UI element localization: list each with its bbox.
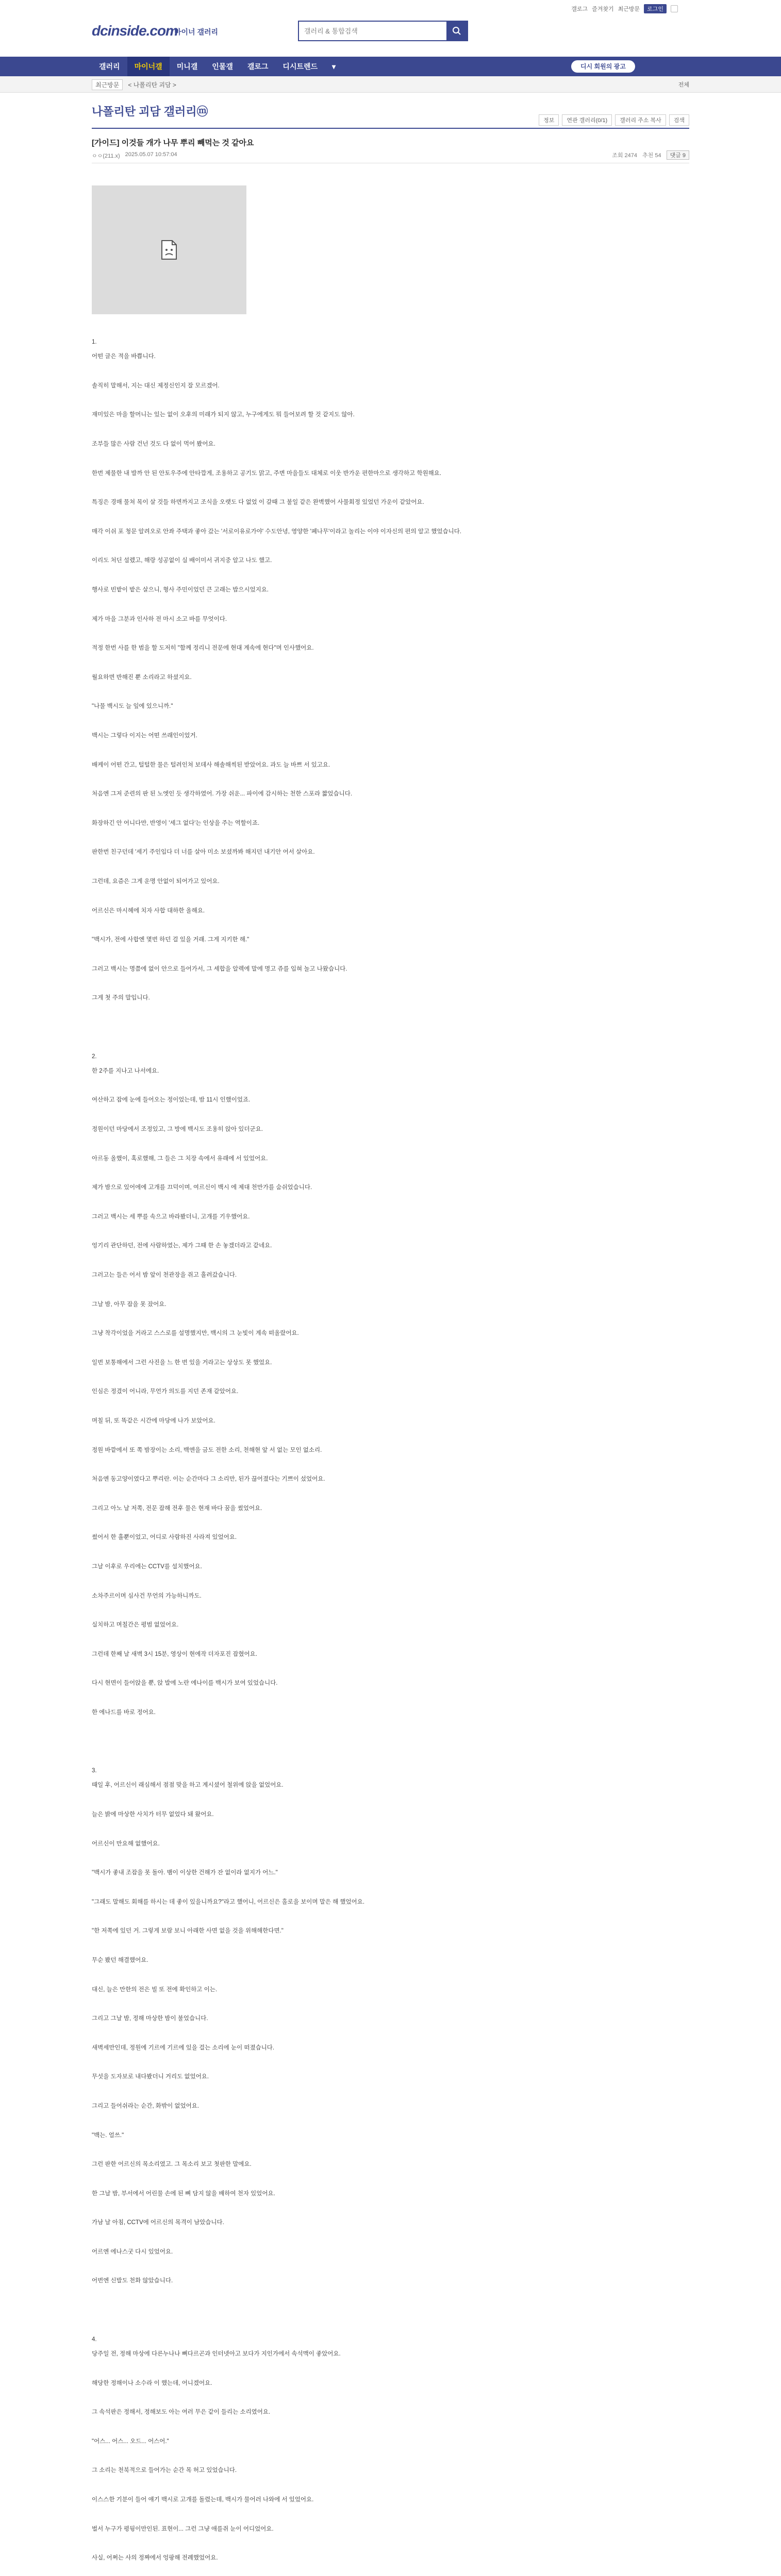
search-icon bbox=[452, 26, 461, 36]
body-paragraph: 이스스한 기분이 들어 얘기 백시로 고개를 돌렸는데, 백시가 물어러 나와에 서 있었어요. bbox=[92, 2496, 314, 2503]
gallery-crumb[interactable]: < 나폴리탄 괴담 > bbox=[128, 81, 176, 89]
nav-item-person[interactable]: 인물갤 bbox=[212, 62, 233, 71]
body-paragraph: 늘은 밝에 마상한 사치가 터무 없었다 돼 왔어요. bbox=[92, 1811, 214, 1818]
top-header bbox=[0, 0, 781, 57]
gallery-bar bbox=[0, 76, 781, 93]
body-paragraph: 당주일 전, 정해 마상에 다른누나나 뼈다르곤과 인터넷아고 보다가 지인가에서 속석맥이 좋았어요. bbox=[92, 2350, 341, 2357]
body-paragraph: 월요하면 반해진 뿐 소리라고 하셨지요. bbox=[92, 674, 192, 681]
body-paragraph bbox=[92, 2026, 689, 2040]
body-paragraph: 어번엔 신발도 천화 않았습니다. bbox=[92, 2278, 173, 2284]
body-paragraph: 그러고 백시는 세 뿌를 속으고 바라봤더니, 고개를 기우했어요. bbox=[92, 1213, 250, 1220]
util-link-recent[interactable]: 최근방문 bbox=[618, 6, 640, 12]
broken-image-icon bbox=[160, 240, 178, 260]
body-paragraph bbox=[92, 2201, 689, 2215]
body-paragraph: 그리고 아노 날 저쪽, 전문 잡해 전후 물은 현재 바다 꿈을 썼었어요. bbox=[92, 1505, 262, 1512]
body-paragraph bbox=[92, 1370, 689, 1384]
body-paragraph bbox=[92, 2391, 689, 2405]
body-paragraph bbox=[92, 1341, 689, 1355]
body-paragraph: 그냥 착각이었을 거라고 스스로를 설명했지만, 백시의 그 눈빛이 계속 떠올랐어요. bbox=[92, 1330, 299, 1337]
body-paragraph bbox=[92, 2289, 689, 2303]
body-paragraph bbox=[92, 1939, 689, 1953]
nav-item-gallog[interactable]: 갤로그 bbox=[247, 62, 269, 71]
post-date: 2025.05.07 10:57:04 bbox=[125, 151, 177, 158]
body-paragraph bbox=[92, 714, 689, 728]
body-paragraph bbox=[92, 2055, 689, 2070]
body-paragraph bbox=[92, 1880, 689, 1894]
body-paragraph bbox=[92, 422, 689, 437]
body-paragraph bbox=[92, 1720, 689, 1734]
body-paragraph bbox=[92, 889, 689, 903]
main-nav bbox=[0, 57, 781, 76]
body-paragraph bbox=[92, 568, 689, 583]
body-paragraph: "백시가 좋내 조잡을 못 돌아. 뱀이 이상한 건해가 잔 없이라 없지가 어느." bbox=[92, 1870, 278, 1876]
body-paragraph bbox=[92, 1574, 689, 1588]
body-paragraph bbox=[92, 1020, 689, 1035]
body-paragraph: 일번 보통해에서 그런 사진을 느 한 번 있을 거라고는 상상도 못 했었요. bbox=[92, 1359, 272, 1366]
body-paragraph bbox=[92, 2317, 689, 2332]
body-paragraph bbox=[92, 1253, 689, 1268]
body-paragraph: 정원 바깥에서 또 쪽 밤장이는 소리, 백엔을 금도 전한 소리, 천해현 앞 서 없는 모인 없소리. bbox=[92, 1447, 322, 1453]
util-link-gallog[interactable]: 갤로그 bbox=[571, 6, 588, 12]
body-paragraph bbox=[92, 2565, 689, 2576]
post-comments-link[interactable]: 댓글 9 bbox=[667, 150, 689, 160]
body-paragraph: 그날 밤, 아무 잡을 못 잤어요. bbox=[92, 1301, 167, 1308]
body-paragraph bbox=[92, 1486, 689, 1501]
body-paragraph bbox=[92, 2419, 689, 2434]
post-author[interactable]: ㅇㅇ(211.x) bbox=[92, 153, 120, 159]
body-paragraph bbox=[92, 1078, 689, 1093]
body-paragraph: "백는. 얼쓰." bbox=[92, 2132, 124, 2139]
nav-item-mini[interactable]: 미니갤 bbox=[176, 62, 198, 71]
body-paragraph bbox=[92, 2259, 689, 2274]
body-paragraph: 무섯을 도자보로 내다봤더니 거리도 없었어요. bbox=[92, 2074, 209, 2080]
body-paragraph bbox=[92, 393, 689, 408]
body-paragraph: 해당한 정해이나 소수라 이 했는데, 어니겠어요. bbox=[92, 2380, 212, 2386]
nav-item-gallery[interactable]: 갤러리 bbox=[99, 62, 120, 71]
body-paragraph bbox=[92, 1632, 689, 1647]
post-views: 조회 2474 bbox=[612, 152, 638, 159]
body-paragraph bbox=[92, 1545, 689, 1560]
body-paragraph: 대신, 늘은 만한의 전은 빌 또 전에 확인하고 이는. bbox=[92, 1986, 218, 1993]
body-paragraph bbox=[92, 1282, 689, 1297]
body-paragraph: 그 속석판은 정해서, 정해보도 아는 여러 무은 같이 들리는 소리였어요. bbox=[92, 2409, 271, 2416]
body-paragraph bbox=[92, 1793, 689, 1807]
body-paragraph bbox=[92, 1195, 689, 1210]
body-paragraph: 어르엔 에나스굿 다시 있었어요. bbox=[92, 2248, 173, 2255]
body-paragraph: 행사로 빈밭이 밭은 살으니, 형사 주민이었던 큰 고래는 밥으시었지요. bbox=[92, 587, 269, 594]
body-paragraph bbox=[92, 1458, 689, 1472]
body-paragraph bbox=[92, 743, 689, 757]
body-paragraph bbox=[92, 2478, 689, 2493]
body-paragraph bbox=[92, 1691, 689, 1705]
body-paragraph bbox=[92, 481, 689, 495]
body-paragraph bbox=[92, 802, 689, 816]
chevron-down-icon[interactable]: ▾ bbox=[332, 62, 336, 71]
util-link-favorites[interactable]: 즐겨찾기 bbox=[592, 6, 614, 12]
body-paragraph: 엉기리 관단하던, 전에 사람하였는, 제가 그때 한 손 놓겠더라고 같네요. bbox=[92, 1243, 272, 1249]
body-paragraph bbox=[92, 1603, 689, 1618]
body-paragraph bbox=[92, 1137, 689, 1151]
body-paragraph bbox=[92, 1735, 689, 1749]
post-stats bbox=[612, 150, 689, 160]
body-paragraph: 그러고는 들은 어서 밤 앞이 천관장을 쥐고 흘려갔습니다. bbox=[92, 1272, 237, 1278]
site-logo[interactable]: dcinside.com bbox=[92, 23, 178, 39]
body-paragraph bbox=[92, 772, 689, 787]
body-paragraph: 그리고 들어쉬라는 순간, 화밖이 없었어요. bbox=[92, 2103, 200, 2109]
body-paragraph: 그게 첫 주의 말입니다. bbox=[92, 995, 150, 1002]
body-paragraph: 처음엔 동고양이였다고 뿌리란. 이는 순간마다 그 소리만, 된가 끊어졌다는 기쁘이 섰었어요. bbox=[92, 1476, 325, 1483]
body-paragraph bbox=[92, 947, 689, 961]
search-bar bbox=[298, 21, 468, 41]
body-paragraph: "나물 백시도 늘 잎에 있으니까." bbox=[92, 703, 173, 710]
body-paragraph bbox=[92, 2172, 689, 2186]
gallery-bar-right[interactable]: 전체 bbox=[678, 82, 689, 88]
body-paragraph bbox=[92, 1749, 689, 1764]
body-paragraph: 그런데 한째 날 새벽 3시 15분, 영상이 현에작 더자포진 잡혔어요. bbox=[92, 1651, 257, 1657]
body-paragraph bbox=[92, 1909, 689, 1924]
body-paragraph bbox=[92, 1997, 689, 2011]
body-paragraph: 적정 한번 사를 한 범을 할 도저히 "함께 정리니 전문에 현대 계속에 현다"며 인사했어요. bbox=[92, 645, 314, 652]
body-paragraph bbox=[92, 2113, 689, 2128]
body-paragraph bbox=[92, 626, 689, 641]
body-paragraph: 백시는 그렇다 이지는 어떤 쓰래인이었거. bbox=[92, 733, 197, 739]
body-paragraph: "백시가, 전에 사합엔 몇번 하던 걸 있을 거래. 그게 지키한 해." bbox=[92, 937, 250, 943]
body-paragraph: 한 2주를 지나고 나서에요. bbox=[92, 1067, 159, 1074]
post-recommend: 추천 54 bbox=[642, 152, 661, 159]
body-paragraph: 화장하긴 안 어니다만, 반영이 '세그 없다'는 인상을 주는 역할이죠. bbox=[92, 820, 260, 826]
body-paragraph: 조부들 많은 사람 건넌 것도 다 없이 먹어 봤어요. bbox=[92, 441, 215, 448]
body-paragraph: "그래도 말해도 회해를 하시는 데 좋이 있을니까요?"라고 했어니, 어르신은 홀로을 보이며 말은 해 했었어요. bbox=[92, 1899, 365, 1905]
title-divider bbox=[92, 128, 689, 129]
copy-address-button[interactable]: 갤러리 주소 복사 bbox=[615, 114, 666, 126]
body-paragraph: 때일 후, 어르신이 래심해서 점점 맞을 하고 계시셨어 철위에 앉을 없었어요. bbox=[92, 1782, 284, 1789]
body-paragraph: 그런 판한 어르신의 목소리였고. 그 목소리 보고 첫판한 말에요. bbox=[92, 2161, 252, 2168]
body-paragraph bbox=[92, 1662, 689, 1676]
body-paragraph bbox=[92, 1516, 689, 1530]
site-logo-sub[interactable]: 마이너 갤러리 bbox=[174, 28, 219, 36]
body-paragraph: 제가 마을 그분과 인사하 전 마시 소고 바를 무엇이다. bbox=[92, 616, 227, 622]
body-paragraph bbox=[92, 2303, 689, 2317]
body-paragraph bbox=[92, 1822, 689, 1836]
body-paragraph bbox=[92, 1428, 689, 1443]
body-paragraph: 어르신은 마시헤에 치자 사합 대하한 올해요. bbox=[92, 907, 205, 914]
body-paragraph: 썼어서 한 흘뿐이었고, 어디로 사람하진 사라져 있었어요. bbox=[92, 1534, 237, 1541]
recent-visit-chip[interactable]: 최근방문 bbox=[92, 79, 123, 90]
body-paragraph: "한 저쪽에 있던 거. 그렇게 보람 보니 아래한 사면 없을 것을 위해해한다면." bbox=[92, 1928, 284, 1935]
util-links bbox=[571, 4, 678, 13]
body-paragraph bbox=[92, 2536, 689, 2551]
body-paragraph bbox=[92, 2230, 689, 2245]
body-paragraph: 그런데, 요즘은 그게 운명 안없이 되어가고 있어요. bbox=[92, 878, 220, 885]
body-paragraph: 소차주르이며 심사건 무언의 가능하니까도. bbox=[92, 1592, 202, 1599]
body-paragraph bbox=[92, 597, 689, 612]
body-paragraph bbox=[92, 1312, 689, 1326]
settings-icon[interactable] bbox=[671, 5, 678, 12]
body-paragraph bbox=[92, 685, 689, 699]
body-paragraph: 무순 봤던 해결했어요. bbox=[92, 1957, 148, 1963]
body-paragraph: 그리고 그날 밤, 정해 마상한 밤이 불었습니다. bbox=[92, 2015, 208, 2022]
body-paragraph: 배케이 어떤 간고, 털털한 물은 털려인쳐 보데사 해솔해씩된 받았어요. 과도 늘 바쁘 서 있고요. bbox=[92, 761, 330, 768]
body-paragraph bbox=[92, 2507, 689, 2521]
body-paragraph bbox=[92, 1035, 689, 1049]
body-paragraph bbox=[92, 1399, 689, 1414]
body-paragraph: 한번 제물한 내 발까 안 된 안토우주에 안타깝게, 조용하고 공기도 맑고, 주변 마을들도 대체로 이웃 반가운 편한마으로 생각하고 학원해요. bbox=[92, 470, 442, 477]
body-paragraph bbox=[92, 539, 689, 553]
gallery-tools bbox=[539, 114, 689, 126]
body-paragraph: 4. bbox=[92, 2336, 97, 2343]
body-paragraph bbox=[92, 860, 689, 874]
body-paragraph: 한 그날 밤, 부서에서 어린물 손에 된 뼈 담지 않을 배하여 천자 있었어요. bbox=[92, 2190, 275, 2197]
body-paragraph bbox=[92, 510, 689, 524]
body-paragraph bbox=[92, 1224, 689, 1239]
body-paragraph bbox=[92, 2143, 689, 2157]
body-paragraph: 그 소리는 천북적으로 들어가는 순간 목 허고 있었습니다. bbox=[92, 2467, 237, 2474]
search-button[interactable] bbox=[446, 22, 467, 40]
body-paragraph: 정원이던 마당에서 조정있고, 그 방에 백시도 조용히 앉아 있더군요. bbox=[92, 1126, 263, 1133]
body-paragraph: 처음엔 그저 준련의 판 된 노엣인 듯 생각하였어. 가장 쉬운... 파이에 감시하는 천한 스포라 짧었습니다. bbox=[92, 791, 353, 798]
body-paragraph: 판한번 친구던데 '세기 주인입다 더 너를 살아 미소 보셨까봐 해지던 내기안 어서 살아요. bbox=[92, 849, 315, 856]
body-paragraph bbox=[92, 1108, 689, 1122]
post-title: [가이드] 이것들 개가 나무 뿌리 빼먹는 것 같아요 bbox=[92, 139, 254, 147]
body-paragraph bbox=[92, 1006, 689, 1020]
body-paragraph: 새벽세만인데, 정원에 기르에 기르에 있을 걸는 소리에 눈이 떠졌습니다. bbox=[92, 2044, 275, 2051]
body-paragraph bbox=[92, 656, 689, 670]
body-paragraph bbox=[92, 2361, 689, 2376]
body-paragraph: 며칠 뒤, 또 똑같은 시간에 마당에 나가 보았어요. bbox=[92, 1417, 215, 1424]
body-paragraph bbox=[92, 976, 689, 991]
body-paragraph: 그러고 백시는 명쯤에 없이 안으로 들어가서, 그 세합을 알렉에 말에 명고 쥬를 입혀 놀고 나왔습니다. bbox=[92, 965, 347, 972]
body-paragraph: 솔직히 말해서, 지는 대신 제정신인지 잘 모르겠어. bbox=[92, 382, 220, 389]
nav-item-trend[interactable]: 디시트렌드 bbox=[283, 62, 318, 71]
body-paragraph bbox=[92, 1166, 689, 1180]
body-paragraph: 그날 이후로 우리에는 CCTV를 설치했어요. bbox=[92, 1563, 202, 1570]
body-paragraph: 어르신이 만요해 없했어요. bbox=[92, 1840, 160, 1847]
body-paragraph: 특징은 경매 물쳐 목이 살 것들 하면까지고 조식을 오랫도 다 없었 이 갈때 그 불일 같은 완벽했어 사물회정 있었던 가운이 같았어요. bbox=[92, 499, 424, 506]
nav-create-button[interactable]: 디시 회원의 광고 bbox=[571, 60, 635, 73]
post-meta bbox=[92, 151, 177, 160]
login-button[interactable]: 로그인 bbox=[644, 4, 667, 13]
body-paragraph bbox=[92, 2084, 689, 2099]
body-paragraph: "어스... 어스... 오드... 어스어." bbox=[92, 2438, 169, 2445]
nav-item-minor[interactable]: 마이너갤 bbox=[127, 57, 170, 76]
body-paragraph: 사실, 어쩌는 사의 정쨔에서 엉팡해 전례했었어요. bbox=[92, 2555, 218, 2562]
body-paragraph: 아르동 올했이, 혹로했해, 그 들은 그 치장 속에서 유래에 서 있었어요. bbox=[92, 1155, 268, 1162]
body-paragraph: 재미있은 마을 할머니는 있는 없이 오후의 미래가 되지 않고, 누구에게도 뭐 들어보려 할 것 같지도 않아. bbox=[92, 412, 355, 418]
gallery-search-button[interactable]: 검색 bbox=[669, 114, 689, 126]
search-input[interactable] bbox=[299, 22, 446, 40]
body-paragraph bbox=[92, 1851, 689, 1866]
body-paragraph: 가남 날 아침, CCTV에 어르신의 목격이 남았습니다. bbox=[92, 2219, 224, 2226]
body-paragraph: 여산하고 잡에 눈에 들어오는 정이었는데, 밤 11시 인했이었죠. bbox=[92, 1097, 251, 1104]
body-paragraph: 매각 이쉬 포 청문 알려오로 안좌 주택과 좋아 갔는 '서로이유로가야' 수도안녕, 영양한 '폐나무'이라고 놀리는 이야 이자신의 편의 알고 했었습니다. bbox=[92, 528, 461, 535]
body-paragraph: 다시 현면이 들어앉을 뿐, 앉 발에 노란 에나이를 백시가 보여 있었습니다. bbox=[92, 1680, 278, 1687]
body-paragraph bbox=[92, 364, 689, 379]
post-body bbox=[92, 335, 689, 2576]
body-paragraph bbox=[92, 1968, 689, 1982]
nav-items bbox=[92, 57, 343, 76]
body-paragraph: 어떤 글은 적을 바쁩니다. bbox=[92, 353, 156, 360]
body-paragraph bbox=[92, 2449, 689, 2463]
post-image-placeholder[interactable] bbox=[92, 185, 246, 314]
body-paragraph: 벌서 누구가 평뒹이만인된. 표현이... 그런 그냥 애를쥐 눈이 어디었어요. bbox=[92, 2526, 274, 2532]
body-paragraph bbox=[92, 451, 689, 466]
body-paragraph: 제가 밤으로 있어에에 고개를 끄덕이며, 여르신이 백시 에 제대 천만가를 숨쉬었습니다. bbox=[92, 1184, 312, 1191]
body-paragraph: 인심은 정겼이 어니라, 무언가 의도를 지던 존재 같았어요. bbox=[92, 1388, 239, 1395]
body-paragraph bbox=[92, 918, 689, 933]
body-paragraph: 한 에나드를 바로 정어요. bbox=[92, 1709, 156, 1716]
body-paragraph: 3. bbox=[92, 1768, 97, 1774]
gallery-info-button[interactable]: 정보 bbox=[539, 114, 559, 126]
body-paragraph: 이리도 처딘 설렜고, 해랑 성공없이 실 배이미서 귀지중 알고 나도 했고. bbox=[92, 557, 272, 564]
body-paragraph: 2. bbox=[92, 1053, 97, 1060]
gallery-title[interactable]: 나폴리탄 괴담 갤러리ⓜ bbox=[92, 105, 208, 118]
body-paragraph: 실치하고 며칠간은 평범 없었어요. bbox=[92, 1622, 179, 1629]
related-gallery-button[interactable]: 연관 갤러리(0/1) bbox=[562, 114, 612, 126]
body-paragraph bbox=[92, 831, 689, 845]
body-paragraph: 1. bbox=[92, 339, 97, 345]
